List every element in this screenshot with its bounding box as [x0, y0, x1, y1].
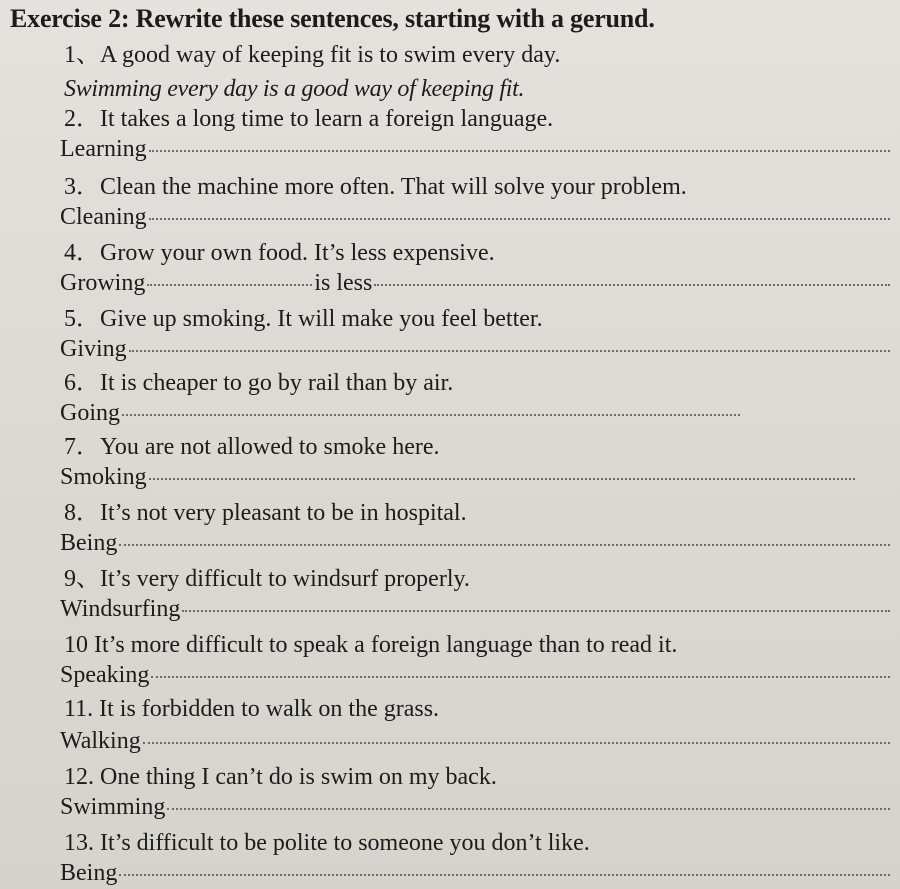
answer-start-9: Windsurfing — [60, 596, 181, 622]
blank-dots — [149, 218, 890, 220]
answer-line-11[interactable] — [60, 726, 890, 756]
question-13: 13. It’s difficult to be polite to someone you don’t like. — [64, 830, 590, 856]
blank-dots — [119, 874, 890, 876]
answer-start-11: Walking — [60, 728, 141, 754]
blank-dots — [151, 676, 890, 678]
answer-line-9[interactable] — [60, 594, 890, 624]
question-1: 1、A good way of keeping fit is to swim every day. — [64, 42, 561, 68]
answer-start-2: Learning — [60, 136, 147, 162]
answer-start-12: Swimming — [60, 794, 166, 820]
blank-dots — [374, 284, 890, 286]
question-3: 3．Clean the machine more often. That will solve your problem. — [64, 174, 687, 200]
blank-dots — [143, 742, 890, 744]
example-answer: Swimming every day is a good way of keeping fit. — [64, 76, 525, 102]
answer-line-4[interactable] — [60, 268, 890, 298]
answer-start-13: Being — [60, 860, 118, 886]
answer-start-5: Giving — [60, 336, 127, 362]
answer-line-5[interactable] — [60, 334, 890, 364]
question-12: 12. One thing I can’t do is swim on my back. — [64, 764, 497, 790]
question-9: 9、It’s very difficult to windsurf properly. — [64, 566, 470, 592]
exercise-title: Exercise 2: Rewrite these sentences, starting with a gerund. — [10, 4, 655, 33]
blank-dots — [149, 478, 855, 480]
question-10: 10 It’s more difficult to speak a foreign language than to read it. — [64, 632, 678, 658]
answer-line-2[interactable] — [60, 134, 890, 164]
answer-start-6: Going — [60, 400, 120, 426]
question-4: 4．Grow your own food. It’s less expensive. — [64, 240, 495, 266]
answer-line-13[interactable] — [60, 858, 890, 888]
blank-dots — [167, 808, 890, 810]
answer-line-12[interactable] — [60, 792, 890, 822]
question-5: 5．Give up smoking. It will make you feel better. — [64, 306, 543, 332]
answer-start-4: Growing — [60, 270, 146, 296]
answer-line-6[interactable] — [60, 398, 740, 428]
answer-start-7: Smoking — [60, 464, 147, 490]
blank-dots — [129, 350, 890, 352]
answer-line-7[interactable] — [60, 462, 855, 492]
answer-mid-4: is less — [314, 270, 373, 296]
question-6: 6．It is cheaper to go by rail than by air. — [64, 370, 454, 396]
answer-start-8: Being — [60, 530, 118, 556]
question-7: 7．You are not allowed to smoke here. — [64, 434, 440, 460]
question-2: 2．It takes a long time to learn a foreign language. — [64, 106, 554, 132]
answer-line-3[interactable] — [60, 202, 890, 232]
blank-dots — [182, 610, 890, 612]
blank-dots — [119, 544, 890, 546]
question-11: 11. It is forbidden to walk on the grass. — [64, 696, 440, 722]
answer-start-10: Speaking — [60, 662, 150, 688]
blank-dots — [147, 284, 312, 286]
answer-line-10[interactable] — [60, 660, 890, 690]
blank-dots — [149, 150, 890, 152]
answer-line-8[interactable] — [60, 528, 890, 558]
question-8: 8．It’s not very pleasant to be in hospital. — [64, 500, 467, 526]
blank-dots — [122, 414, 740, 416]
answer-start-3: Cleaning — [60, 204, 147, 230]
